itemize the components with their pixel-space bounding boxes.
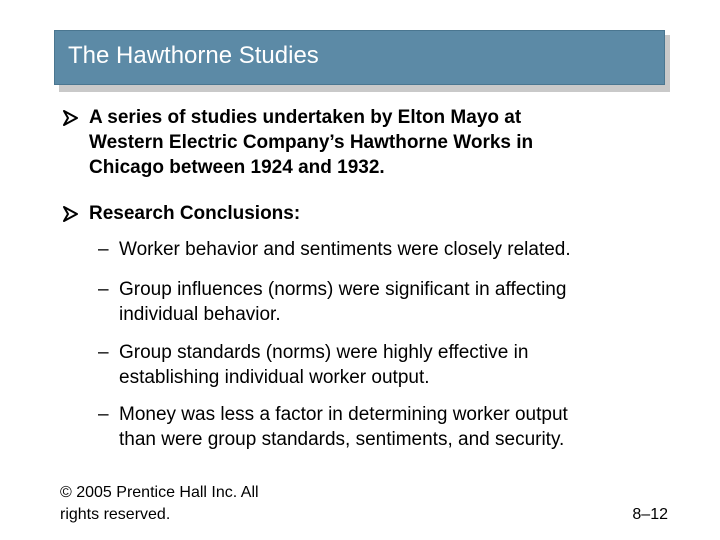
bullet-text-line: Western Electric Company’s Hawthorne Works in <box>89 132 534 153</box>
sub-bullet-text-line: establishing individual worker output. <box>119 367 430 388</box>
copyright-line: © 2005 Prentice Hall Inc. All <box>60 484 259 501</box>
page-number: 8–12 <box>632 506 668 523</box>
bullet-text <box>89 105 533 180</box>
dash-bullet: – <box>98 279 109 300</box>
copyright-line: rights reserved. <box>60 506 171 523</box>
sub-bullet-text-line: Group influences (norms) were significant in affecting <box>119 279 567 300</box>
title-bar <box>54 30 665 85</box>
sub-bullet-text-line: Group standards (norms) were highly effective in <box>119 342 529 363</box>
bullet-text-line: A series of studies undertaken by Elton Mayo at <box>89 107 522 128</box>
sub-bullet-text <box>119 402 568 452</box>
bullet-text <box>89 201 300 226</box>
sub-bullet-text <box>119 340 528 390</box>
dash-bullet: – <box>98 239 109 260</box>
sub-bullet-text-line: Worker behavior and sentiments were closely related. <box>119 239 571 260</box>
arrow-bullet-icon <box>62 105 80 126</box>
sub-bullet-text <box>119 237 571 262</box>
bullet-text-line: Research Conclusions: <box>89 203 301 224</box>
sub-bullet-text <box>119 277 566 327</box>
dash-bullet: – <box>98 342 109 363</box>
sub-bullet-text-line: individual behavior. <box>119 304 281 325</box>
bullet-text-line: Chicago between 1924 and 1932. <box>89 157 385 178</box>
slide-title: The Hawthorne Studies <box>68 42 319 69</box>
copyright-notice <box>60 482 259 526</box>
arrow-bullet-icon <box>62 201 80 222</box>
dash-bullet: – <box>98 404 109 425</box>
sub-bullet-text-line: than were group standards, sentiments, and security. <box>119 429 565 450</box>
sub-bullet-text-line: Money was less a factor in determining worker output <box>119 404 568 425</box>
